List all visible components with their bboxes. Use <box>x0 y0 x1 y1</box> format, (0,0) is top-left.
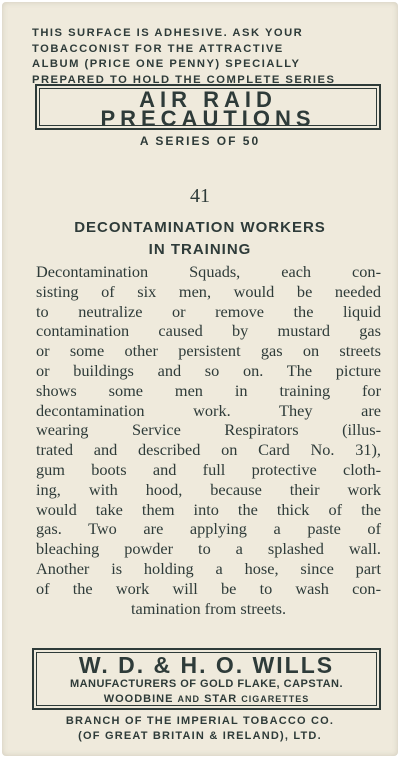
manufacturer-box <box>32 648 381 710</box>
description-line: gum boots and full protective cloth- <box>36 459 381 479</box>
series-title-line-2: PRECAUTIONS <box>100 106 316 131</box>
description-line: or buildings and so on. The picture <box>36 360 381 380</box>
card-title-line-1: DECONTAMINATION WORKERS <box>74 219 326 236</box>
description-line: or some other persistent gas on streets <box>36 341 381 361</box>
description-line: wearing Service Respirators (illus- <box>36 420 381 440</box>
adhesive-notice <box>32 26 388 88</box>
branch-line-2: (OF GREAT BRITAIN & IRELAND), LTD. <box>78 730 322 742</box>
notice-line: TOBACCONIST FOR THE ATTRACTIVE <box>32 42 284 55</box>
series-title-line-1: AIR RAID <box>139 87 277 112</box>
manufacturer-brands-line-2 <box>34 693 379 705</box>
brand-and: AND <box>177 694 200 704</box>
card-number: 41 <box>190 185 210 207</box>
description-line: gas. Two are applying a paste of <box>36 519 381 539</box>
cigarette-card-back <box>2 2 398 756</box>
description-line: Another is holding a hose, since part <box>36 558 381 578</box>
card-title-line-2: IN TRAINING <box>148 241 252 258</box>
description-line: of the work will be to wash con- <box>36 578 381 598</box>
series-title-box <box>35 84 381 130</box>
description-line: bleaching powder to a splashed wall. <box>36 539 381 559</box>
brand-woodbine: WOODBINE <box>103 693 174 705</box>
notice-line: PREPARED TO HOLD THE COMPLETE SERIES <box>32 73 336 86</box>
manufacturer-brands-line-1: MANUFACTURERS OF GOLD FLAKE, CAPSTAN. <box>69 678 344 690</box>
notice-line: THIS SURFACE IS ADHESIVE. ASK YOUR <box>32 27 304 39</box>
notice-line: ALBUM (PRICE ONE PENNY) SPECIALLY <box>32 58 301 70</box>
brand-cigarettes: CIGARETTES <box>241 694 310 704</box>
description-line: trated and described on Card No. 31), <box>36 440 381 460</box>
description-line: sisting of six men, would be needed <box>36 281 381 301</box>
description-line: shows some men in training for <box>36 380 381 400</box>
card-title <box>2 217 398 261</box>
series-subtitle: A SERIES OF 50 <box>139 134 261 148</box>
description-line: ing, with hood, because their work <box>36 479 381 499</box>
card-description <box>36 262 381 618</box>
brand-star: STAR <box>204 693 238 705</box>
description-line: contamination caused by mustard gas <box>36 321 381 341</box>
branch-line-1: BRANCH OF THE IMPERIAL TOBACCO CO. <box>65 715 335 727</box>
description-line: to neutralize or remove the liquid <box>36 301 381 321</box>
manufacturer-name: W. D. & H. O. WILLS <box>78 652 335 678</box>
description-line: Decontamination Squads, each con- <box>36 262 381 281</box>
description-line: decontamination work. They are <box>36 400 381 420</box>
description-line: would take them into the thick of the <box>36 499 381 519</box>
description-line: tamination from streets. <box>130 598 287 618</box>
